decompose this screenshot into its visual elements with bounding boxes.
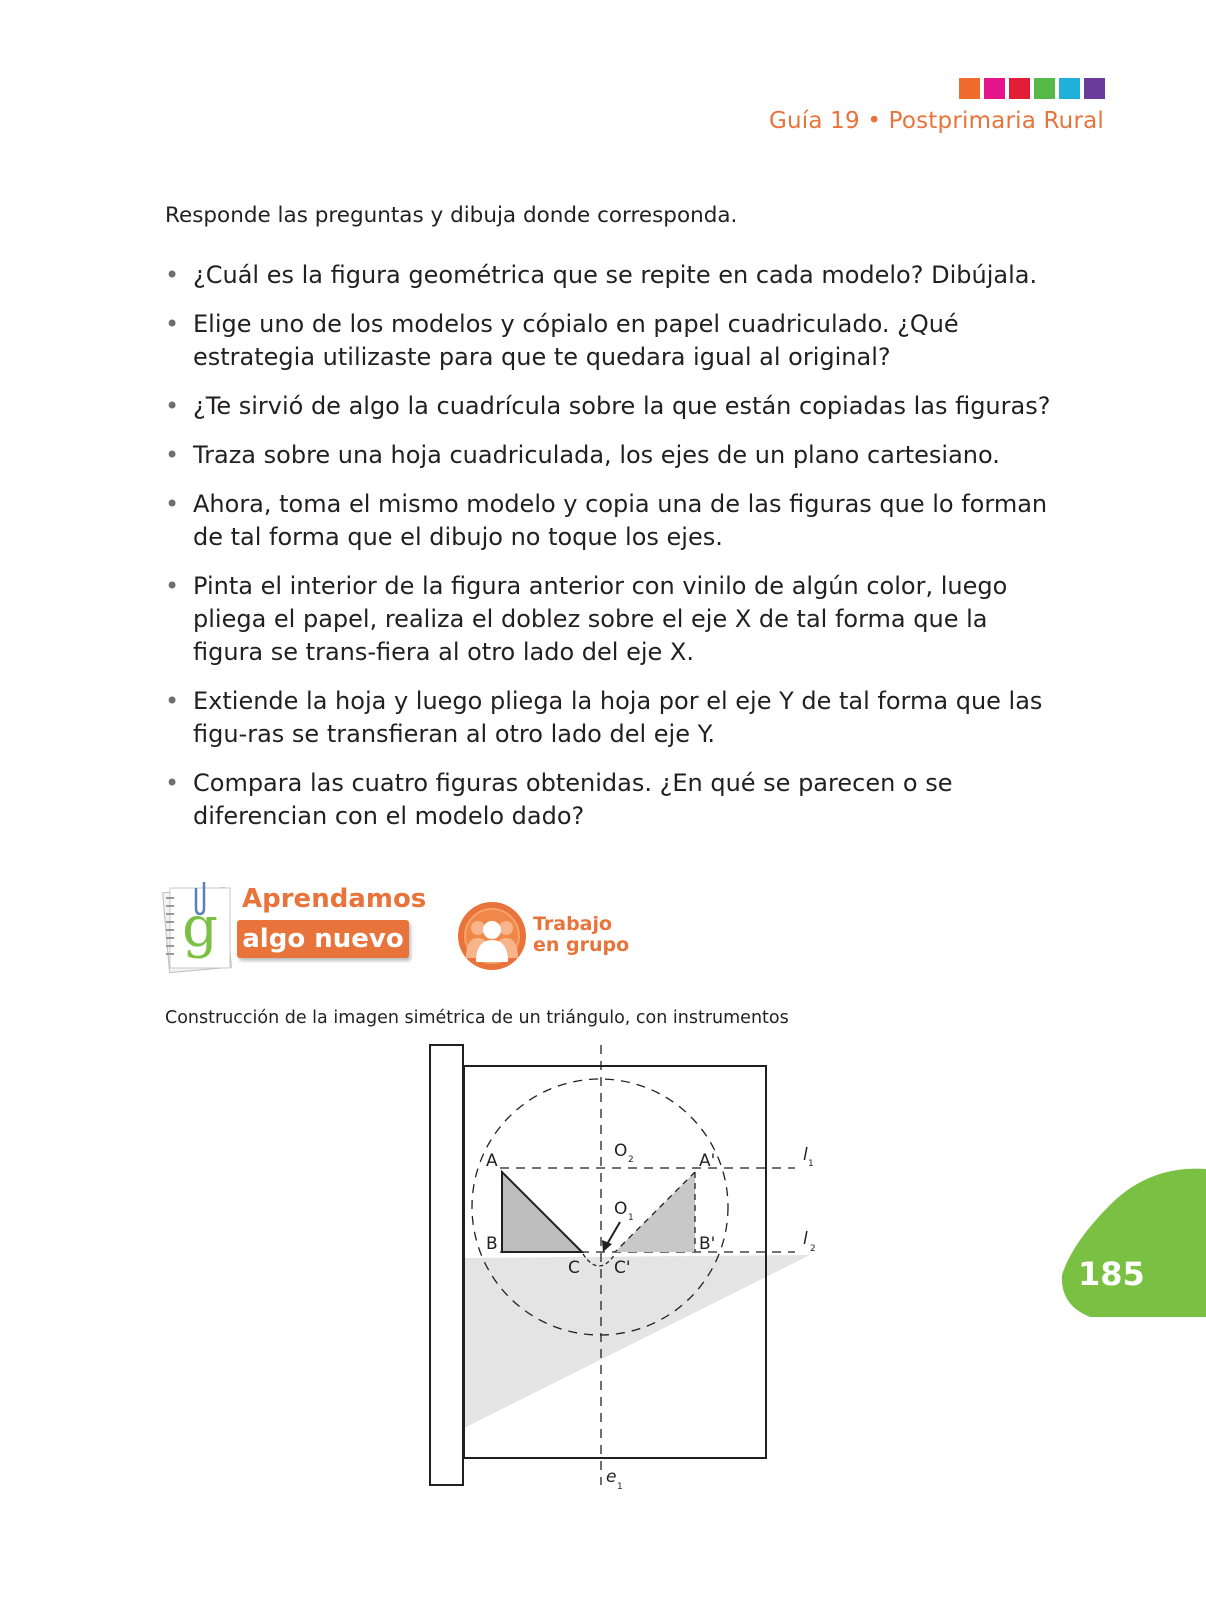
label-e1-sub: 1: [617, 1482, 623, 1492]
arrow-o1: [606, 1222, 620, 1246]
notepad-icon: [160, 878, 240, 973]
label-l2: l: [803, 1229, 808, 1249]
bullet: •: [165, 261, 180, 289]
bullet: •: [165, 572, 180, 600]
group-work-line2: en grupo: [533, 934, 630, 956]
color-strip: [959, 78, 1105, 99]
learn-title: Aprendamos: [242, 884, 427, 914]
question-text: Elige uno de los modelos y cópialo en papel cuadriculado. ¿Qué estrategia utilizaste para que te quedara igual al original?: [193, 310, 959, 371]
questions-list: [165, 259, 1065, 849]
group-work-line1: Trabajo: [533, 913, 613, 935]
question-item: [165, 390, 1065, 423]
label-b-prime: B': [699, 1234, 716, 1254]
learn-badge: [160, 878, 427, 973]
label-o1: O: [614, 1199, 628, 1219]
label-e1: e: [606, 1467, 617, 1487]
question-item: [165, 439, 1065, 472]
triangle-abc: [502, 1172, 582, 1252]
ruler: [430, 1045, 463, 1485]
group-people-icon: [456, 900, 528, 972]
label-a-prime: A': [699, 1151, 716, 1171]
group-work-badge: [456, 900, 656, 974]
color-square: [1034, 78, 1055, 99]
label-l1-sub: 1: [808, 1159, 814, 1169]
question-item: [165, 570, 1065, 669]
question-text: Pinta el interior de la figura anterior con vinilo de algún color, luego pliega el papel, realiza el doblez sobre el eje X de tal forma que la figura se trans-fiera al otro lado del eje X.: [193, 572, 1008, 666]
instructions-text: Responde las preguntas y dibuja donde corresponda.: [165, 203, 738, 228]
color-square: [1084, 78, 1105, 99]
question-item: [165, 767, 1065, 833]
bullet: •: [165, 392, 180, 420]
bullet: •: [165, 490, 180, 518]
color-square: [959, 78, 980, 99]
figure-caption: Construcción de la imagen simétrica de un triángulo, con instrumentos: [165, 1008, 789, 1028]
question-item: [165, 685, 1065, 751]
label-l2-sub: 2: [810, 1244, 816, 1254]
color-square: [984, 78, 1005, 99]
color-square: [1009, 78, 1030, 99]
label-a: A: [486, 1151, 498, 1171]
label-o2-sub: 2: [628, 1155, 634, 1165]
question-text: Compara las cuatro figuras obtenidas. ¿En qué se parecen o se diferencian con el modelo dado?: [193, 769, 953, 830]
set-square-shape: [464, 1255, 810, 1428]
symmetry-diagram: [420, 1040, 840, 1500]
arrow-head: [602, 1240, 612, 1252]
question-text: Traza sobre una hoja cuadriculada, los ejes de un plano cartesiano.: [193, 441, 1000, 469]
bullet: •: [165, 687, 180, 715]
question-item: [165, 259, 1065, 292]
notepad-letter: g: [182, 895, 218, 960]
question-text: ¿Te sirvió de algo la cuadrícula sobre la que están copiadas las figuras?: [193, 392, 1051, 420]
label-c-prime: C': [614, 1258, 631, 1278]
bullet: •: [165, 310, 180, 338]
question-text: ¿Cuál es la figura geométrica que se repite en cada modelo? Dibújala.: [193, 261, 1038, 289]
label-l1: l: [803, 1145, 808, 1165]
learn-subtitle: algo nuevo: [237, 920, 409, 958]
label-o1-sub: 1: [628, 1213, 634, 1223]
group-work-label: [533, 914, 629, 956]
label-b: B: [486, 1234, 498, 1254]
question-item: [165, 308, 1065, 374]
question-item: [165, 488, 1065, 554]
question-text: Ahora, toma el mismo modelo y copia una de las figuras que lo forman de tal forma que el dibujo no toque los ejes.: [193, 490, 1048, 551]
label-o2: O: [614, 1141, 628, 1161]
color-square: [1059, 78, 1080, 99]
guide-title: Guía 19 • Postprimaria Rural: [768, 108, 1104, 134]
page-number: 185: [1078, 1255, 1145, 1293]
page-number-tab: [1060, 1165, 1206, 1320]
label-c: C: [568, 1258, 580, 1278]
bullet: •: [165, 441, 180, 469]
question-text: Extiende la hoja y luego pliega la hoja por el eje Y de tal forma que las figu-ras se transfieran al otro lado del eje Y.: [193, 687, 1043, 748]
bullet: •: [165, 769, 180, 797]
